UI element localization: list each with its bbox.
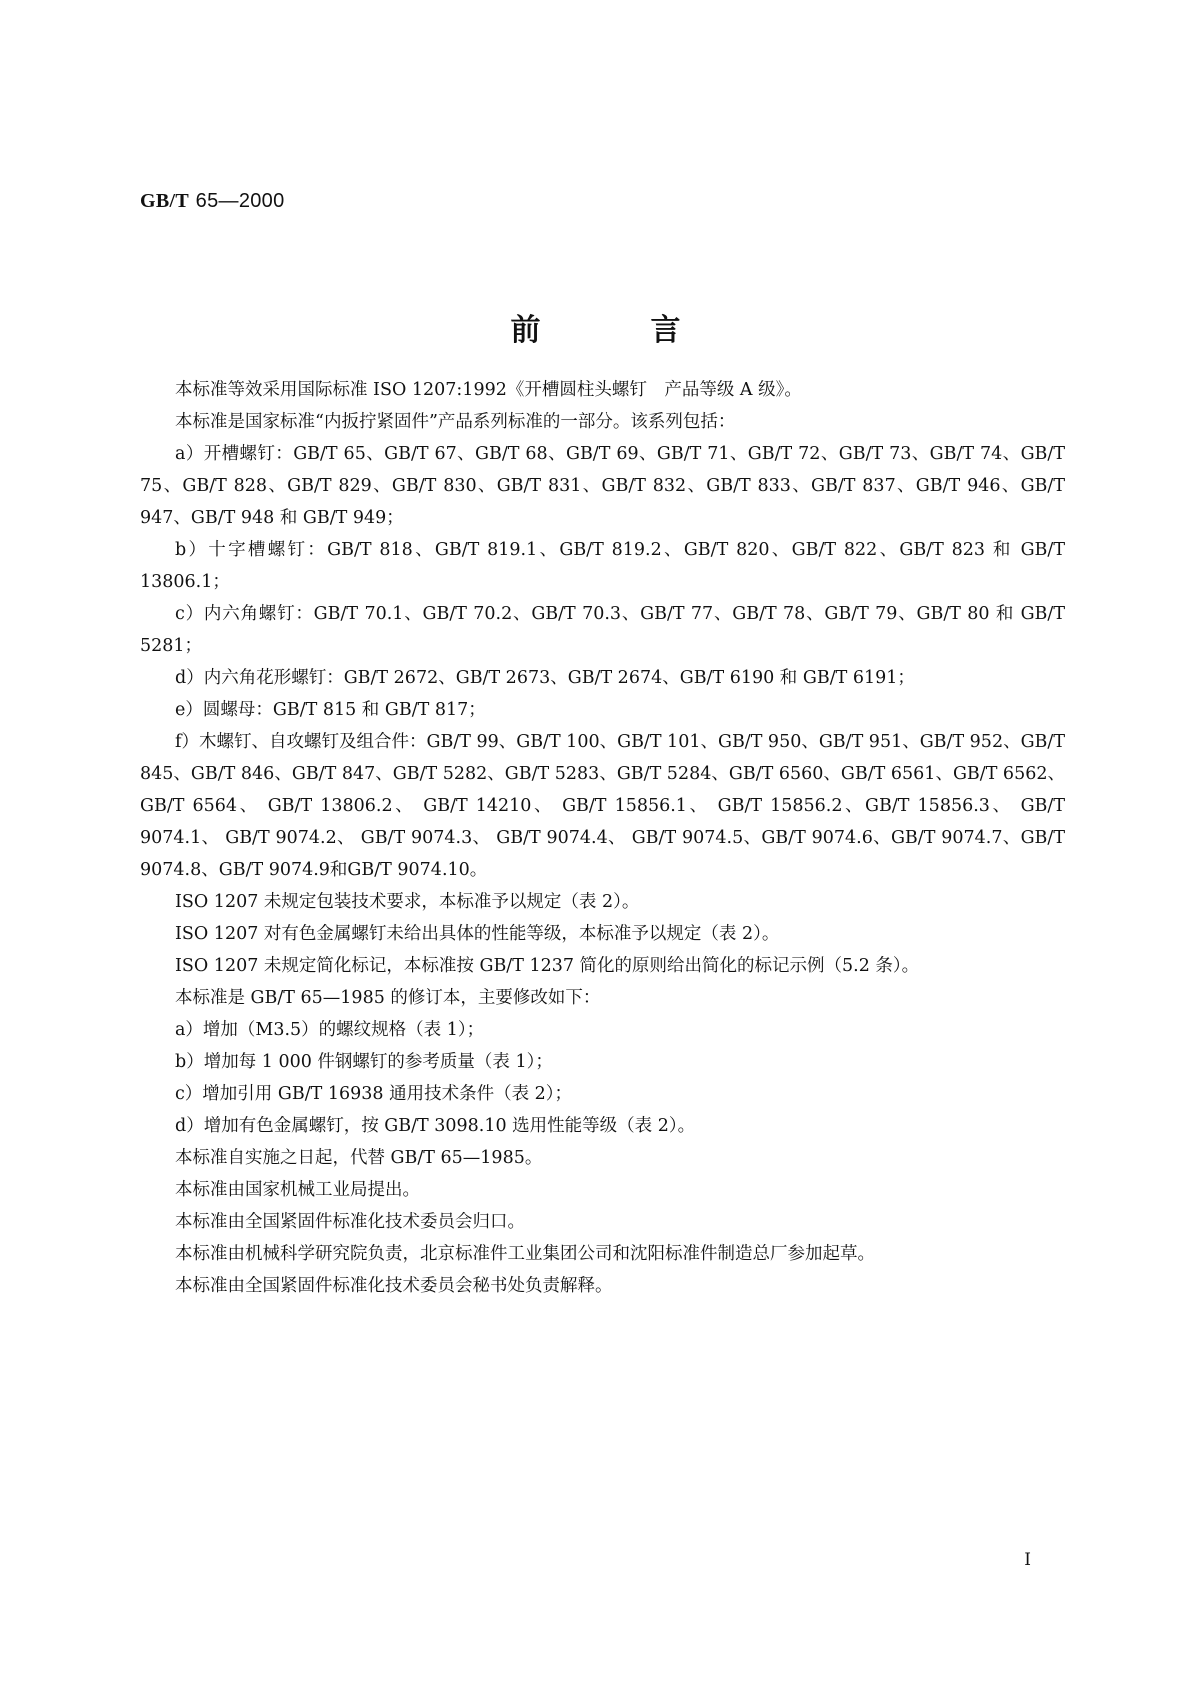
paragraph: ISO 1207 未规定包装技术要求，本标准予以规定（表 2）。 (175, 892, 640, 912)
paragraph: 本标准由机械科学研究院负责，北京标准件工业集团公司和沈阳标准件制造总厂参加起草。 (175, 1244, 875, 1264)
standard-code: GB/T (140, 190, 189, 212)
paragraph: ISO 1207 对有色金属螺钉未给出具体的性能等级，本标准予以规定（表 2）。 (175, 924, 780, 944)
paragraph: f）木螺钉、自攻螺钉及组合件：GB/T 99、GB/T 100、GB/T 101、GB/T 950、GB/T 951、GB/T 952、GB/T 845、GB/T 846、GB/T 847、GB/T 5282、GB/T 5283、GB/T 5284、GB/T 6560、GB/T 6561、GB/T 6562、 GB/T 6564、 GB/T 13806.2、 GB/T 14210、 GB/T 15856.1、 GB/T 15856.2、GB/T 15856.3、 GB/T 9074.1、 GB/T 9074.2、 GB/T 9074.3、 GB/T 9074.4、 GB/T 9074.5、GB/T 9074.6、GB/T 9074.7、GB/T 9074.8、GB/T 9074.9和GB/T 9074.10。 (140, 732, 1065, 880)
foreword-body (140, 374, 1065, 1302)
paragraph: 本标准由国家机械工业局提出。 (175, 1180, 420, 1200)
paragraph: 本标准由全国紧固件标准化技术委员会秘书处负责解释。 (175, 1276, 613, 1296)
paragraph: ISO 1207 未规定简化标记，本标准按 GB/T 1237 简化的原则给出简化的标记示例（5.2 条）。 (175, 956, 920, 976)
paragraph: b）增加每 1 000 件钢螺钉的参考质量（表 1）； (175, 1052, 553, 1072)
paragraph: c）内六角螺钉：GB/T 70.1、GB/T 70.2、GB/T 70.3、GB/T 77、GB/T 78、GB/T 79、GB/T 80 和 GB/T 5281； (140, 604, 1065, 656)
standard-number: 65—2000 (195, 190, 285, 212)
paragraph: e）圆螺母：GB/T 815 和 GB/T 817； (175, 700, 486, 720)
paragraph: d）增加有色金属螺钉，按 GB/T 3098.10 选用性能等级（表 2）。 (175, 1116, 696, 1136)
page-title: 前言 (510, 313, 791, 348)
paragraph: 本标准由全国紧固件标准化技术委员会归口。 (175, 1212, 525, 1232)
paragraph: d）内六角花形螺钉：GB/T 2672、GB/T 2673、GB/T 2674、GB/T 6190 和 GB/T 6191； (175, 668, 915, 688)
paragraph: 本标准自实施之日起，代替 GB/T 65—1985。 (175, 1148, 543, 1168)
paragraph: c）增加引用 GB/T 16938 通用技术条件（表 2）； (175, 1084, 573, 1104)
paragraph: 本标准是 GB/T 65—1985 的修订本，主要修改如下： (175, 988, 601, 1008)
paragraph: 本标准等效采用国际标准 ISO 1207:1992《开槽圆柱头螺钉 产品等级 A 级》。 (175, 380, 802, 400)
paragraph: b）十字槽螺钉：GB/T 818、GB/T 819.1、GB/T 819.2、GB/T 820、GB/T 822、GB/T 823 和 GB/T 13806.1； (140, 540, 1065, 592)
paragraph: a）增加（M3.5）的螺纹规格（表 1）； (175, 1020, 485, 1040)
paragraph: 本标准是国家标准“内扳拧紧固件”产品系列标准的一部分。该系列包括： (175, 412, 736, 432)
document-header (140, 188, 285, 213)
page-number: I (1024, 1550, 1031, 1570)
paragraph: a）开槽螺钉：GB/T 65、GB/T 67、GB/T 68、GB/T 69、GB/T 71、GB/T 72、GB/T 73、GB/T 74、GB/T 75、GB/T 828、GB/T 829、GB/T 830、GB/T 831、GB/T 832、GB/T 833、GB/T 837、GB/T 946、GB/T 947、GB/T 948 和 GB/T 949； (140, 444, 1065, 528)
